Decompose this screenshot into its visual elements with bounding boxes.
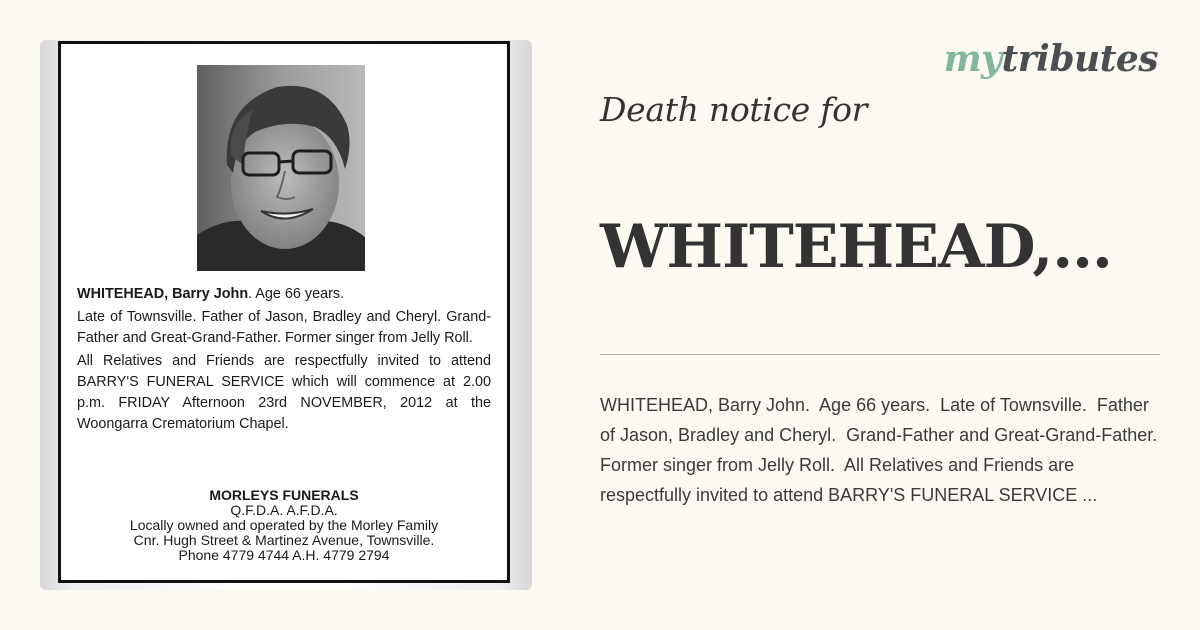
funeral-credentials: Q.F.D.A. A.F.D.A.	[230, 502, 338, 518]
logo-part-my: my	[943, 38, 1002, 80]
funeral-home-block	[61, 488, 507, 563]
portrait-icon	[197, 65, 365, 271]
funeral-line-1: Locally owned and operated by the Morley Family	[129, 517, 439, 533]
death-notice-clipping	[58, 41, 510, 583]
deceased-age: . Age 66 years.	[248, 286, 345, 302]
divider	[600, 354, 1160, 355]
funeral-address: Cnr. Hugh Street & Martinez Avenue, Townsville.	[133, 532, 435, 548]
funeral-phone: Phone 4779 4744 A.H. 4779 2794	[178, 547, 390, 563]
death-notice-kicker: Death notice for	[600, 90, 868, 129]
notice-paragraph-2: All Relatives and Friends are respectfully invited to attend BARRY'S FUNERAL SERVICE which will commence at 2.00 p.m. FRIDAY Afternoon 23rd NOVEMBER, 2012 at the Woongarra Crematorium Chapel.	[77, 353, 491, 432]
notice-paragraph-1: Late of Townsville. Father of Jason, Bradley and Cheryl. Grand-Father and Great-Grand-Father. Former singer from Jelly Roll.	[77, 309, 491, 346]
notice-name-line	[77, 284, 491, 305]
portrait-photo	[197, 65, 365, 271]
deceased-surname-title: WHITEHEAD,...	[600, 212, 1112, 282]
notice-card	[40, 40, 532, 590]
mytributes-logo[interactable]	[944, 38, 1158, 80]
logo-part-tributes: tributes	[1001, 38, 1158, 80]
deceased-name: WHITEHEAD, Barry John	[77, 286, 249, 302]
notice-excerpt: WHITEHEAD, Barry John. Age 66 years. Late of Townsville. Father of Jason, Bradley and Cheryl. Grand-Father and Great-Grand-Father. Former singer from Jelly Roll. All Relatives and Friends are respectfully invited to attend BARRY'S FUNERAL SERVICE ...	[600, 395, 1168, 505]
funeral-home-name: MORLEYS FUNERALS	[209, 487, 359, 503]
